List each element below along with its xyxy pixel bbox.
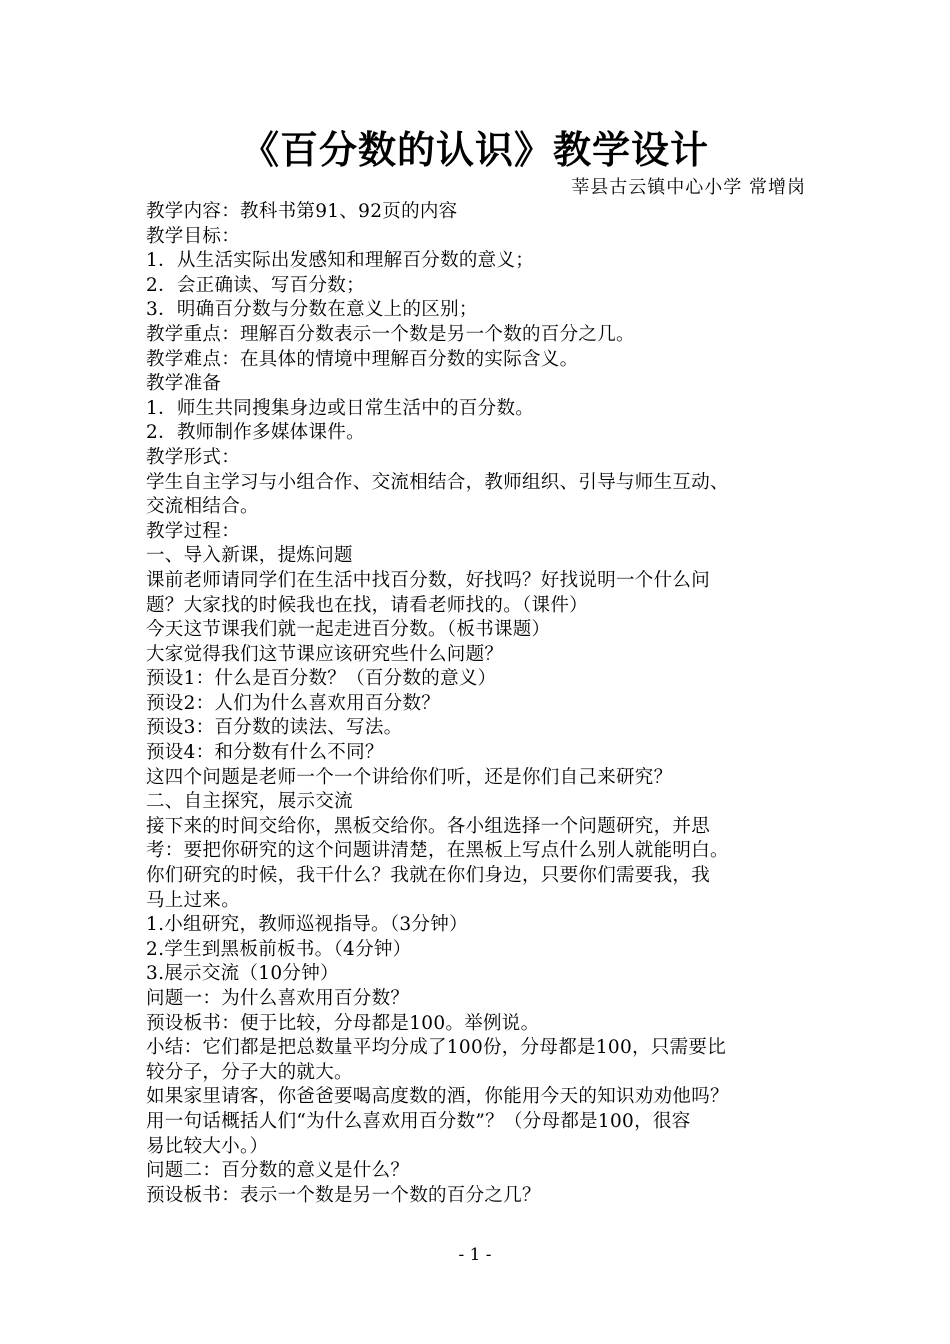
text-line: 你们研究的时候，我干什么？我就在你们身边，只要你们需要我，我	[146, 865, 711, 887]
text-line: 用一句话概括人们“为什么喜欢用百分数”？（分母都是100，很容	[146, 1110, 691, 1132]
text-line: 教学内容：教科书第91、92页的内容	[146, 201, 458, 222]
text-line: 预设3：百分数的读法、写法。	[146, 717, 403, 739]
document-body	[146, 200, 816, 1208]
text-line: 小结：它们都是把总数量平均分成了100份，分母都是100，只需要比	[146, 1037, 727, 1059]
text-line: 交流相结合。	[146, 496, 259, 518]
text-line: 接下来的时间交给你，黑板交给你。各小组选择一个问题研究，并思	[146, 815, 711, 837]
text-line: 预设1：什么是百分数？（百分数的意义）	[146, 668, 497, 690]
text-line: 这四个问题是老师一个一个讲给你们听，还是你们自己来研究？	[146, 766, 673, 788]
text-line: 教学目标：	[146, 225, 241, 247]
text-line: 题？大家找的时候我也在找，请看老师找的。（课件）	[146, 594, 588, 616]
text-line: 预设4：和分数有什么不同？	[146, 742, 384, 764]
author-line: 莘县古云镇中心小学 常增岗	[571, 177, 806, 198]
text-line: 课前老师请同学们在生活中找百分数，好找吗？好找说明一个什么问	[146, 569, 711, 591]
text-line: 3．明确百分数与分数在意义上的区别；	[146, 299, 478, 321]
text-line: 一、导入新课，提炼问题	[146, 545, 353, 567]
page-number: - 1 -	[458, 1245, 492, 1265]
text-line: 2.学生到黑板前板书。（4分钟）	[146, 938, 412, 960]
text-line: 3.展示交流（10分钟）	[146, 963, 339, 985]
text-line: 2．教师制作多媒体课件。	[146, 422, 365, 444]
text-line: 马上过来。	[146, 889, 241, 911]
text-line: 1.小组研究，教师巡视指导。（3分钟）	[146, 914, 468, 936]
text-line: 易比较大小。）	[146, 1135, 269, 1157]
text-line: 1．从生活实际出发感知和理解百分数的意义；	[146, 250, 535, 272]
text-line: 预设2：人们为什么喜欢用百分数？	[146, 692, 441, 714]
text-line: 2．会正确读、写百分数；	[146, 274, 365, 296]
text-line: 教学重点：理解百分数表示一个数是另一个数的百分之几。	[146, 323, 635, 345]
text-line: 考：要把你研究的这个问题讲清楚，在黑板上写点什么别人就能明白。	[146, 840, 729, 862]
text-line: 大家觉得我们这节课应该研究些什么问题？	[146, 643, 504, 665]
text-line: 问题二：百分数的意义是什么？	[146, 1160, 410, 1182]
text-line: 教学准备	[146, 373, 222, 395]
text-line: 教学难点：在具体的情境中理解百分数的实际含义。	[146, 348, 579, 370]
text-line: 二、自主探究，展示交流	[146, 791, 353, 813]
text-line: 问题一：为什么喜欢用百分数？	[146, 988, 410, 1009]
text-line: 教学形式：	[146, 446, 241, 468]
text-line: 1．师生共同搜集身边或日常生活中的百分数。	[146, 397, 535, 419]
text-line: 较分子，分子大的就大。	[146, 1061, 353, 1083]
text-line: 教学过程：	[146, 520, 241, 542]
document-title: 《百分数的认识》教学设计	[240, 128, 709, 172]
text-line: 学生自主学习与小组合作、交流相结合，教师组织、引导与师生互动、	[146, 471, 729, 493]
text-line: 预设板书：表示一个数是另一个数的百分之几？	[146, 1184, 541, 1206]
text-line: 今天这节课我们就一起走进百分数。（板书课题）	[146, 619, 551, 641]
text-line: 预设板书：便于比较，分母都是100。举例说。	[146, 1012, 540, 1034]
text-line: 如果家里请客，你爸爸要喝高度数的酒，你能用今天的知识劝劝他吗？	[146, 1086, 729, 1108]
